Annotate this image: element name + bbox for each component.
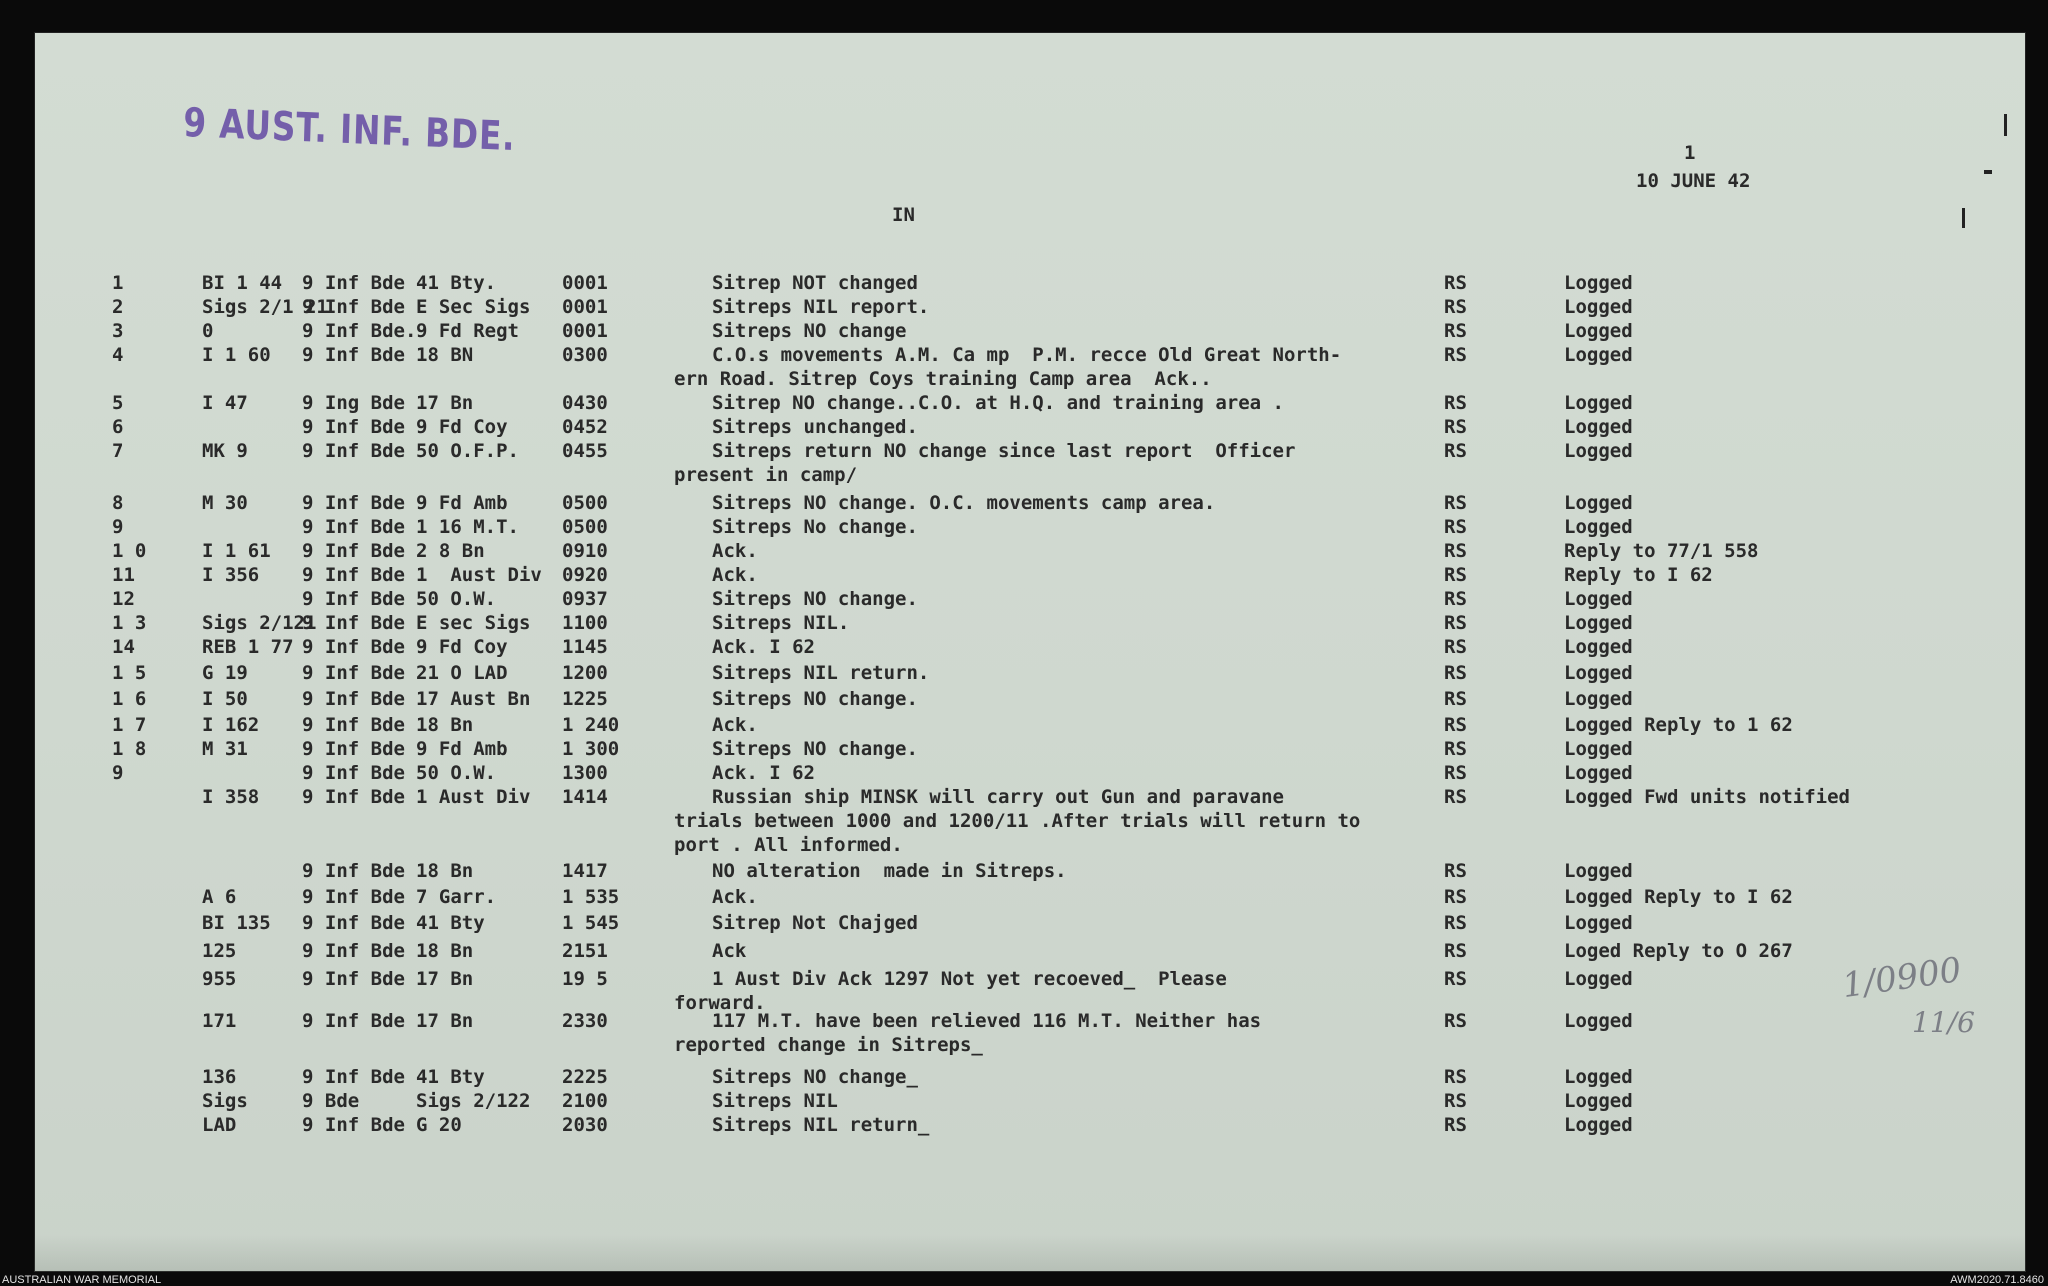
entry-reference: LAD [202, 1114, 237, 1136]
entry-initials: RS [1444, 968, 1467, 990]
entry-from: 9 Inf Bde [302, 912, 405, 934]
entry-text: Sitreps NO change_ [712, 1066, 918, 1088]
entry-time: 0937 [562, 588, 608, 610]
entry-initials: RS [1444, 688, 1467, 710]
entry-time: 1200 [562, 662, 608, 684]
entry-to: 1 Aust Div [416, 564, 542, 586]
entry-to: 50 O.W. [416, 762, 497, 784]
entry-serial: 1 [112, 272, 124, 294]
entry-from: 9 Inf Bde [302, 588, 405, 610]
entry-initials: RS [1444, 714, 1467, 736]
entry-initials: RS [1444, 392, 1467, 414]
entry-action: Logged [1564, 344, 1633, 366]
entry-initials: RS [1444, 344, 1467, 366]
entry-time: 2225 [562, 1066, 608, 1088]
entry-reference: I 50 [202, 688, 248, 710]
entry-from: 9 Inf Bde [302, 344, 405, 366]
entry-time: 1145 [562, 636, 608, 658]
entry-initials: RS [1444, 416, 1467, 438]
entry-reference: BI 1 44 [202, 272, 283, 294]
entry-serial: 6 [112, 416, 124, 438]
entry-reference: Sigs 2/121 [202, 612, 317, 634]
entry-reference: I 358 [202, 786, 260, 808]
entry-reference: 0 [202, 320, 214, 342]
entry-text: Ack. [712, 564, 758, 586]
footer-accession: AWM2020.71.8460 [1950, 1274, 2044, 1286]
log-direction: IN [892, 204, 915, 226]
entry-action: Logged [1564, 636, 1633, 658]
entry-initials: RS [1444, 564, 1467, 586]
entry-initials: RS [1444, 662, 1467, 684]
entry-text-continuation: port . All informed. [674, 834, 903, 856]
entry-text-continuation: ern Road. Sitrep Coys training Camp area Ack.. [674, 368, 1212, 390]
entry-text: Sitreps NO change. O.C. movements camp area. [712, 492, 1216, 514]
entry-action: Logged [1564, 416, 1633, 438]
entry-to: 21 O LAD [416, 662, 508, 684]
entry-to: 17 Bn [416, 1010, 474, 1032]
entry-text: Sitrep NO change..C.O. at H.Q. and training area . [712, 392, 1284, 414]
entry-from: 9 Inf Bde [302, 416, 405, 438]
entry-to: E Sec Sigs [416, 296, 531, 318]
entry-to: 18 Bn [416, 940, 474, 962]
entry-initials: RS [1444, 272, 1467, 294]
page-number: 1 [1684, 142, 1696, 164]
entry-time: 0300 [562, 344, 608, 366]
entry-initials: RS [1444, 320, 1467, 342]
entry-serial: 4 [112, 344, 124, 366]
entry-action: Logged [1564, 968, 1633, 990]
log-date: 10 JUNE 42 [1636, 170, 1751, 192]
entry-time: 1 240 [562, 714, 620, 736]
entry-to: 18 Bn [416, 860, 474, 882]
entry-text: Sitreps NO change. [712, 688, 918, 710]
entry-initials: RS [1444, 940, 1467, 962]
entry-action: Logged [1564, 860, 1633, 882]
entry-text: Sitreps NIL return. [712, 662, 930, 684]
entry-time: 0452 [562, 416, 608, 438]
entry-action: Loged Reply to O 267 [1564, 940, 1793, 962]
entry-to: 50 O.W. [416, 588, 497, 610]
entry-serial: 1 6 [112, 688, 147, 710]
entry-action: Logged [1564, 440, 1633, 462]
entry-serial: 14 [112, 636, 135, 658]
entry-text: Sitreps NIL [712, 1090, 838, 1112]
entry-initials: RS [1444, 1066, 1467, 1088]
entry-initials: RS [1444, 540, 1467, 562]
entry-action: Logged [1564, 1066, 1633, 1088]
entry-reference: Sigs [202, 1090, 248, 1112]
entry-from: 9 Ing Bde [302, 392, 405, 414]
entry-initials: RS [1444, 786, 1467, 808]
entry-serial: 12 [112, 588, 135, 610]
entry-initials: RS [1444, 762, 1467, 784]
entry-serial: 8 [112, 492, 124, 514]
ink-mark [1962, 208, 1965, 228]
entry-action: Logged [1564, 1010, 1633, 1032]
entry-to: 9 Fd Regt [416, 320, 519, 342]
footer-credit: AUSTRALIAN WAR MEMORIAL [2, 1274, 162, 1286]
entry-action: Logged [1564, 688, 1633, 710]
entry-serial: 1 7 [112, 714, 147, 736]
entry-to: 9 Fd Amb [416, 738, 508, 760]
entry-time: 2330 [562, 1010, 608, 1032]
entry-time: 2030 [562, 1114, 608, 1136]
entry-initials: RS [1444, 612, 1467, 634]
entry-initials: RS [1444, 492, 1467, 514]
entry-action: Logged [1564, 738, 1633, 760]
entry-from: 9 Bde [302, 1090, 360, 1112]
entry-from: 9 Inf Bde [302, 688, 405, 710]
entry-to: 9 Fd Coy [416, 416, 508, 438]
entry-time: 1414 [562, 786, 608, 808]
entry-to: 1 Aust Div [416, 786, 531, 808]
entry-to: 17 Bn [416, 392, 474, 414]
entry-action: Logged [1564, 492, 1633, 514]
entry-time: 1300 [562, 762, 608, 784]
entry-reference: I 1 60 [202, 344, 271, 366]
entry-time: 0455 [562, 440, 608, 462]
entry-time: 0910 [562, 540, 608, 562]
entry-time: 1 545 [562, 912, 620, 934]
entry-text: Sitrep NOT changed [712, 272, 918, 294]
entry-from: 9 Inf Bde [302, 440, 405, 462]
entry-action: Reply to 77/1 558 [1564, 540, 1759, 562]
entry-from: 9 Inf Bde [302, 296, 405, 318]
entry-initials: RS [1444, 588, 1467, 610]
entry-time: 0920 [562, 564, 608, 586]
entry-time: 0001 [562, 320, 608, 342]
entry-reference: I 162 [202, 714, 260, 736]
entry-text: Sitreps NO change. [712, 588, 918, 610]
entry-time: 0001 [562, 272, 608, 294]
entry-text: Ack. [712, 714, 758, 736]
entry-action: Logged [1564, 516, 1633, 538]
entry-text: 117 M.T. have been relieved 116 M.T. Neither has [712, 1010, 1262, 1032]
entry-initials: RS [1444, 1114, 1467, 1136]
handwritten-date: 11/6 [1912, 1006, 1975, 1039]
entry-to: 7 Garr. [416, 886, 497, 908]
entry-to: 2 8 Bn [416, 540, 485, 562]
entry-text: Ack. [712, 886, 758, 908]
entry-action: Reply to I 62 [1564, 564, 1713, 586]
entry-to: 9 Fd Amb [416, 492, 508, 514]
document-page [34, 32, 2026, 1272]
entry-serial: 1 8 [112, 738, 147, 760]
entry-text: C.O.s movements A.M. Ca mp P.M. recce Old Great North- [712, 344, 1342, 366]
entry-reference: I 1 61 [202, 540, 271, 562]
entry-serial: 1 5 [112, 662, 147, 684]
entry-initials: RS [1444, 516, 1467, 538]
entry-to: 50 O.F.P. [416, 440, 519, 462]
entry-from: 9 Inf Bde [302, 786, 405, 808]
entry-time: 2151 [562, 940, 608, 962]
entry-time: 19 5 [562, 968, 608, 990]
entry-action: Logged [1564, 392, 1633, 414]
entry-from: 9 Inf Bde [302, 738, 405, 760]
entry-text-continuation: forward. [674, 992, 766, 1014]
entry-action: Logged [1564, 612, 1633, 634]
entry-serial: 1 0 [112, 540, 147, 562]
entry-action: Logged [1564, 1090, 1633, 1112]
entry-action: Logged [1564, 320, 1633, 342]
entry-serial: 9 [112, 762, 124, 784]
entry-text: Russian ship MINSK will carry out Gun and paravane [712, 786, 1284, 808]
entry-initials: RS [1444, 912, 1467, 934]
ink-mark [2004, 114, 2007, 136]
entry-from: 9 Inf Bde [302, 516, 405, 538]
entry-initials: RS [1444, 440, 1467, 462]
entry-time: 0430 [562, 392, 608, 414]
entry-to: 18 Bn [416, 714, 474, 736]
entry-reference: I 47 [202, 392, 248, 414]
entry-reference: BI 135 [202, 912, 271, 934]
entry-text: Ack. I 62 [712, 762, 815, 784]
entry-time: 0500 [562, 492, 608, 514]
entry-reference: 136 [202, 1066, 237, 1088]
entry-reference: 125 [202, 940, 237, 962]
entry-time: 0001 [562, 296, 608, 318]
brigade-stamp: 9 AUST. INF. BDE. [182, 100, 517, 161]
entry-time: 0500 [562, 516, 608, 538]
entry-initials: RS [1444, 1090, 1467, 1112]
entry-serial: 3 [112, 320, 124, 342]
entry-reference: 955 [202, 968, 237, 990]
entry-to: E sec Sigs [416, 612, 531, 634]
entry-action: Logged [1564, 762, 1633, 784]
entry-time: 1 300 [562, 738, 620, 760]
entry-action: Logged Reply to I 62 [1564, 886, 1793, 908]
entry-serial: 11 [112, 564, 135, 586]
entry-to: 41 Bty [416, 912, 485, 934]
entry-from: 9 Inf Bde [302, 636, 405, 658]
entry-text: Sitreps NO change [712, 320, 907, 342]
entry-text-continuation: trials between 1000 and 1200/11 .After trials will return to [674, 810, 1361, 832]
entry-action: Logged [1564, 912, 1633, 934]
entry-text: Ack. [712, 540, 758, 562]
entry-serial: 1 3 [112, 612, 147, 634]
entry-initials: RS [1444, 296, 1467, 318]
entry-from: 9 Inf Bde. [302, 320, 417, 342]
entry-to: 17 Bn [416, 968, 474, 990]
entry-action: Logged [1564, 296, 1633, 318]
entry-reference: MK 9 [202, 440, 248, 462]
entry-from: 9 Inf Bde [302, 564, 405, 586]
entry-to: 1 16 M.T. [416, 516, 519, 538]
entry-action: Logged Fwd units notified [1564, 786, 1850, 808]
entry-from: 9 Inf Bde [302, 1114, 405, 1136]
entry-to: Sigs 2/122 [416, 1090, 531, 1112]
entry-from: 9 Inf Bde [302, 886, 405, 908]
entry-from: 9 Inf Bde [302, 1066, 405, 1088]
handwritten-annotation: 1/0900 [1839, 949, 1964, 1007]
entry-from: 9 Inf Bde [302, 940, 405, 962]
entry-from: 9 Inf Bde [302, 272, 405, 294]
entry-reference: G 19 [202, 662, 248, 684]
ink-mark [1984, 170, 1992, 174]
entry-time: 1 535 [562, 886, 620, 908]
entry-text: Sitreps unchanged. [712, 416, 918, 438]
entry-time: 1417 [562, 860, 608, 882]
entry-from: 9 Inf Bde [302, 612, 405, 634]
entry-text-continuation: reported change in Sitreps_ [674, 1034, 983, 1056]
entry-to: 9 Fd Coy [416, 636, 508, 658]
entry-to: 18 BN [416, 344, 474, 366]
entry-text: Sitreps NIL. [712, 612, 850, 634]
entry-text: Sitreps NIL return_ [712, 1114, 930, 1136]
entry-text: NO alteration made in Sitreps. [712, 860, 1067, 882]
entry-text: Ack. I 62 [712, 636, 815, 658]
entry-from: 9 Inf Bde [302, 662, 405, 684]
entry-text: Sitreps NIL report. [712, 296, 930, 318]
entry-from: 9 Inf Bde [302, 714, 405, 736]
entry-serial: 5 [112, 392, 124, 414]
entry-text: Sitreps No change. [712, 516, 918, 538]
entry-text: Sitreps NO change. [712, 738, 918, 760]
entry-serial: 7 [112, 440, 124, 462]
entry-time: 1100 [562, 612, 608, 634]
entry-action: Logged [1564, 272, 1633, 294]
entry-text: Ack [712, 940, 747, 962]
entry-to: 41 Bty [416, 1066, 485, 1088]
entry-action: Logged [1564, 662, 1633, 684]
entry-to: 41 Bty. [416, 272, 497, 294]
entry-from: 9 Inf Bde [302, 1010, 405, 1032]
entry-action: Logged [1564, 1114, 1633, 1136]
entry-reference: M 30 [202, 492, 248, 514]
entry-reference: M 31 [202, 738, 248, 760]
entry-text-continuation: present in camp/ [674, 464, 858, 486]
entry-text: 1 Aust Div Ack 1297 Not yet recoeved_ Please [712, 968, 1227, 990]
entry-initials: RS [1444, 738, 1467, 760]
entry-action: Logged Reply to 1 62 [1564, 714, 1793, 736]
entry-from: 9 Inf Bde [302, 968, 405, 990]
entry-to: G 20 [416, 1114, 462, 1136]
entry-initials: RS [1444, 636, 1467, 658]
entry-time: 2100 [562, 1090, 608, 1112]
entry-initials: RS [1444, 1010, 1467, 1032]
entry-from: 9 Inf Bde [302, 540, 405, 562]
entry-from: 9 Inf Bde [302, 492, 405, 514]
entry-action: Logged [1564, 588, 1633, 610]
entry-reference: I 356 [202, 564, 260, 586]
entry-from: 9 Inf Bde [302, 762, 405, 784]
entry-serial: 2 [112, 296, 124, 318]
entry-reference: 171 [202, 1010, 237, 1032]
entry-from: 9 Inf Bde [302, 860, 405, 882]
entry-to: 17 Aust Bn [416, 688, 531, 710]
entry-reference: Sigs 2/1 21 [202, 296, 328, 318]
entry-reference: REB 1 77 [202, 636, 294, 658]
entry-text: Sitrep Not Chajged [712, 912, 918, 934]
entry-serial: 9 [112, 516, 124, 538]
entry-initials: RS [1444, 886, 1467, 908]
entry-initials: RS [1444, 860, 1467, 882]
entry-reference: A 6 [202, 886, 237, 908]
entry-text: Sitreps return NO change since last report Officer [712, 440, 1296, 462]
entry-time: 1225 [562, 688, 608, 710]
